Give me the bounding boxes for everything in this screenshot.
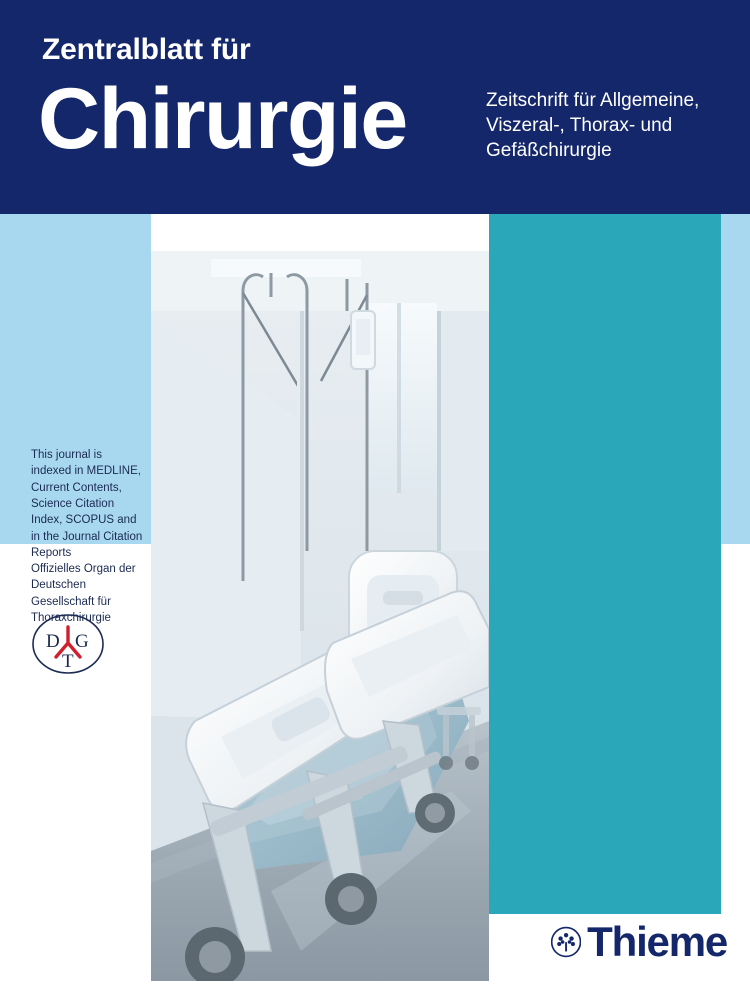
indexing-note: This journal is indexed in MEDLINE, Current Contents, Science Citation Index, SCOPUS and in the Journal Citation Reports (31, 449, 143, 559)
journal-subtitle: Zeitschrift für Allgemeine, Viszeral-, Thorax- und Gefäßchirurgie (486, 90, 700, 162)
publisher-logo (551, 918, 727, 966)
svg-text:T: T (62, 651, 74, 672)
hospital-bed-in-corridor-photo (151, 251, 489, 981)
right-blue-strip (721, 214, 750, 544)
svg-text:D: D (46, 631, 60, 652)
publisher-name: Thieme (587, 918, 727, 965)
society-note: Offizielles Organ der Deutschen Gesellschaft für Thoraxchirurgie (31, 563, 136, 624)
cover-header-band (0, 0, 750, 214)
teal-color-panel (489, 214, 721, 914)
dgt-society-logo (31, 613, 105, 675)
journal-kicker: Zentralblatt für (42, 33, 251, 66)
thieme-tree-icon (551, 920, 581, 964)
svg-text:G: G (75, 631, 89, 652)
journal-title: Chirurgie (38, 71, 407, 167)
